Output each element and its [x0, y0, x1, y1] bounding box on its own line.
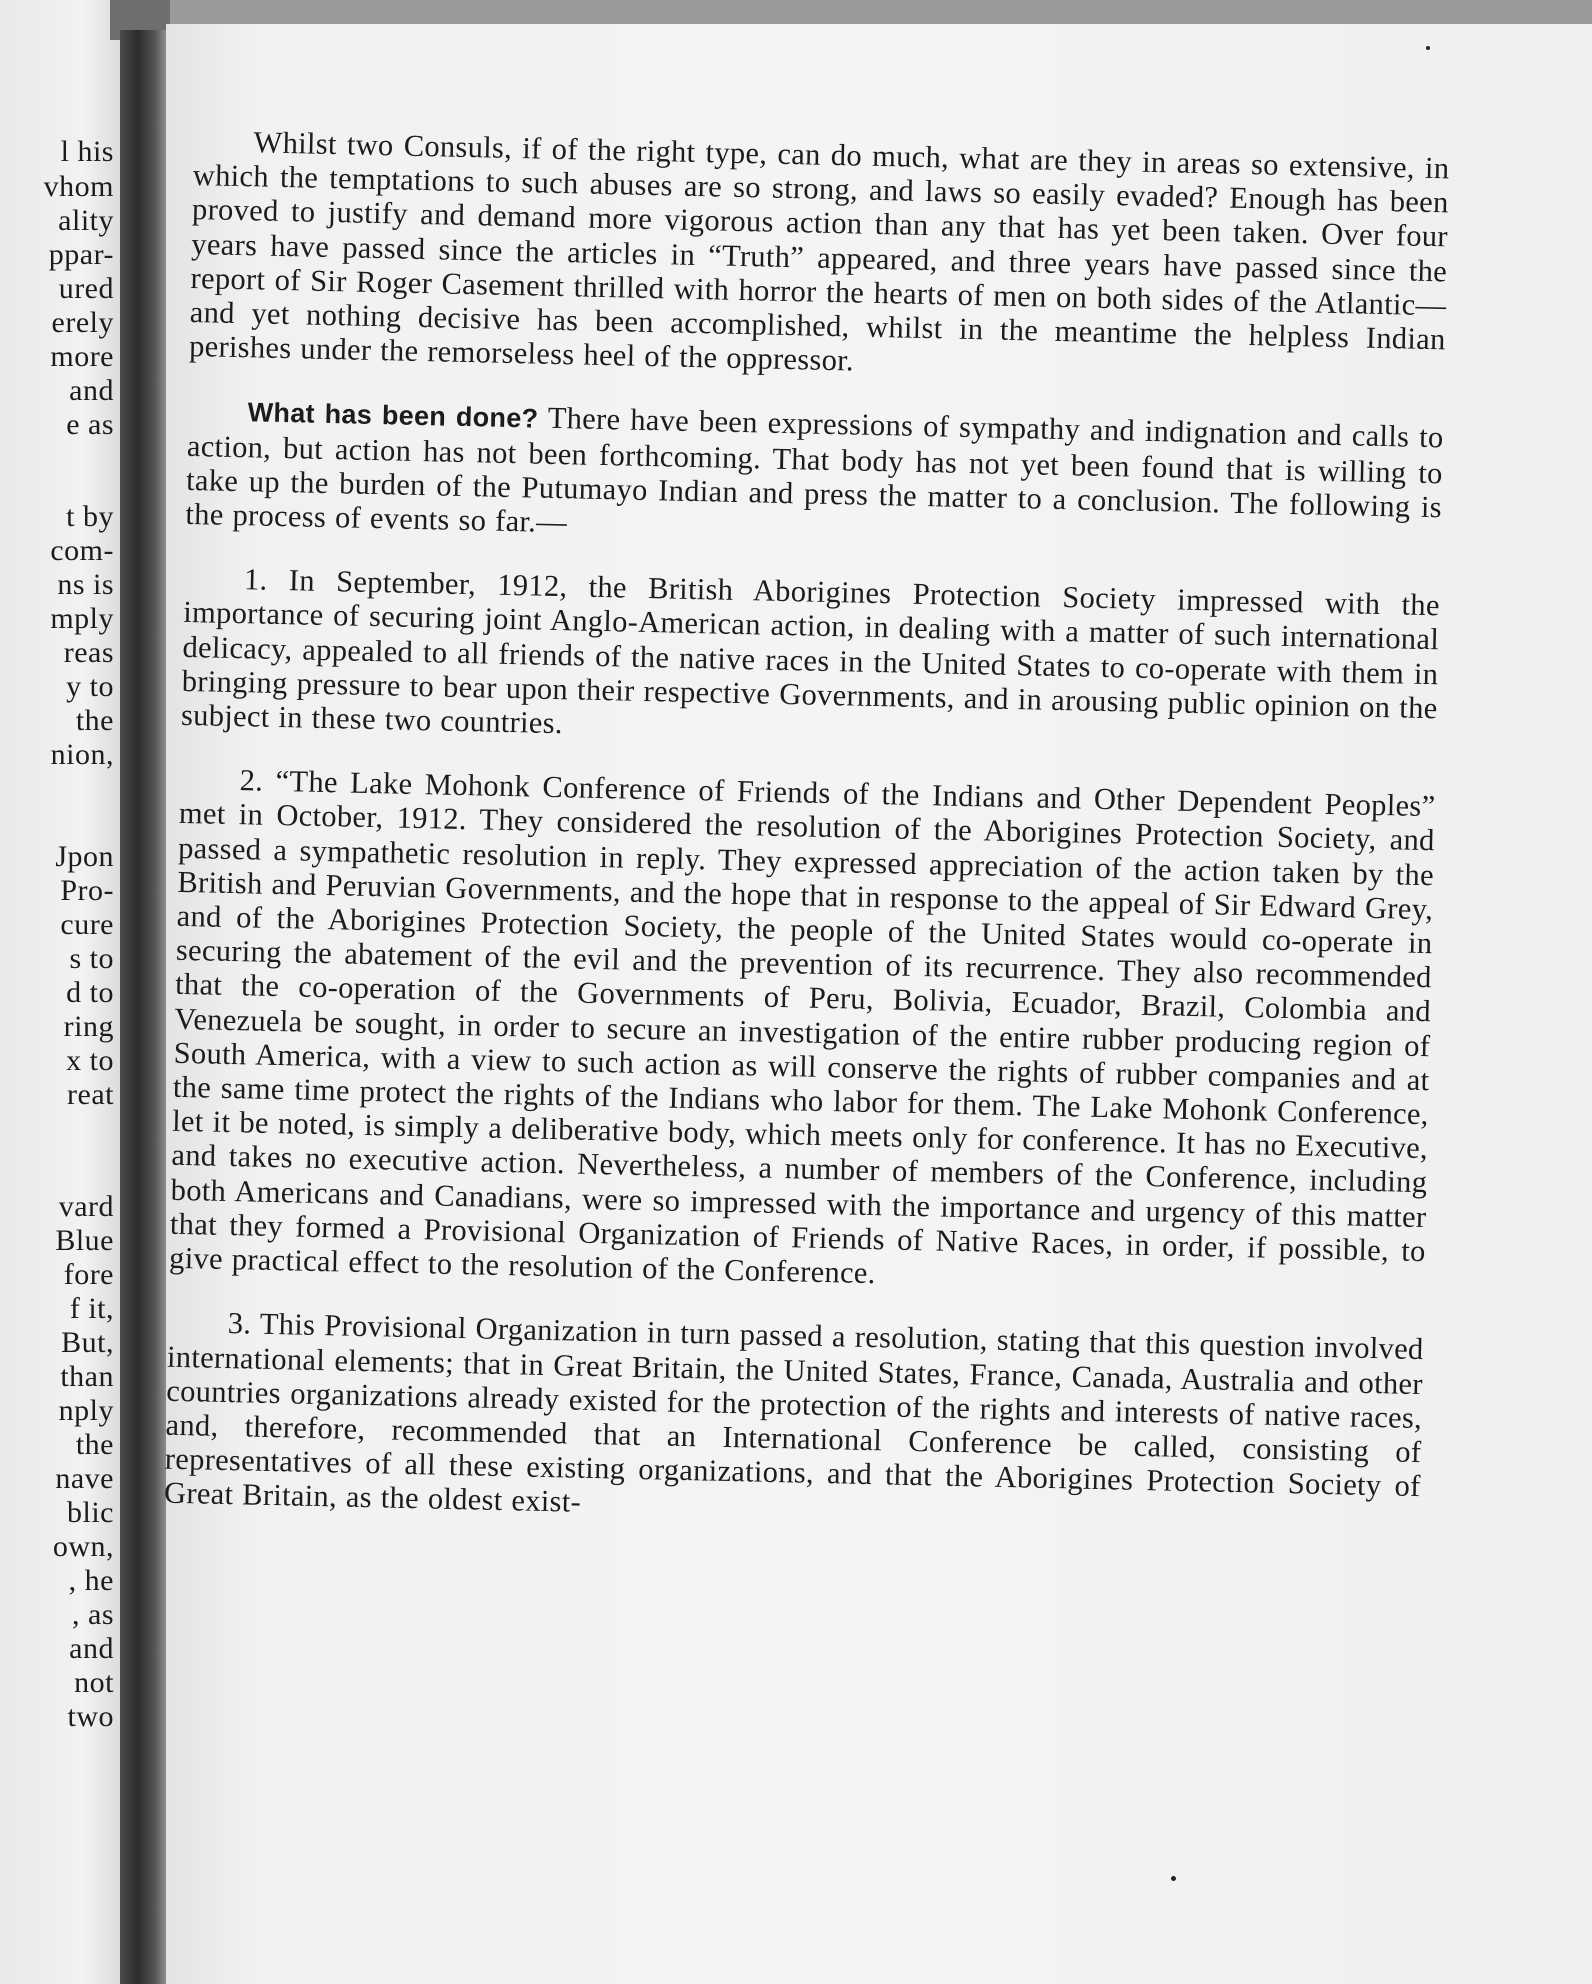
left-page-fragment: f it, — [69, 1292, 114, 1325]
left-page-fragment: and — [69, 1632, 114, 1665]
left-page-fragment: ring — [63, 1010, 114, 1043]
paragraph-text: There have been expressions of sympathy and indignation and calls to action, but action has not been forthcoming. That body has not yet been found that is willing to take up the burden of the Putumayo Indian and press the matter to a conclusion. The following is the process of events so far.— — [185, 401, 1444, 540]
left-page-fragment: blic — [67, 1496, 114, 1529]
left-page-fragment: mply — [50, 602, 114, 635]
left-page-fragment: reas — [63, 636, 114, 669]
paragraph-item-1: 1. In September, 1912, the British Aborigines Protection Society impressed with the importance of securing joint Anglo-American action, in dealing with a matter of such international delicacy, appealed to all friends of the native races in the United States to co-operate with them in bringing pressure to bear upon their respective Governments, and in arousing public opinion on the subject in these two countries. — [180, 562, 1441, 741]
paragraph-item-3: 3. This Provisional Organization in turn passed a resolution, stating that this question involved international elements; that in Great Britain, the United States, France, Canada, Australia and other countries organizations already existed for the protection of the rights and interests of native races, and, therefore, recommended that an International Conference be called, consisting of representatives of all these existing organizations, and that the Aborigines Protection Society of Great Britain, as the oldest exist- — [163, 1306, 1424, 1520]
left-page-fragment: nave — [55, 1462, 114, 1495]
left-page-fragment: ured — [58, 272, 114, 305]
left-page-fragment: t by — [66, 500, 114, 533]
left-page-fragment: ppar- — [48, 238, 114, 271]
left-page-fragment: the — [75, 1428, 114, 1461]
left-page-fragment: e as — [66, 408, 114, 441]
left-page-fragment: , he — [68, 1564, 114, 1597]
left-page-fragment: nion, — [50, 738, 114, 771]
left-page-fragment: reat — [67, 1078, 114, 1111]
speck — [1171, 1876, 1176, 1881]
left-page-fragment: com- — [50, 534, 114, 567]
left-page-fragment: two — [67, 1700, 114, 1733]
left-page-fragment: nply — [58, 1394, 114, 1427]
left-page-fragment: the — [75, 704, 114, 737]
left-page-fragment: Blue — [55, 1224, 114, 1257]
left-page-fragment: s to — [69, 942, 114, 975]
left-page-fragment: , as — [72, 1598, 114, 1631]
paragraph-consuls: Whilst two Consuls, if of the right type, can do much, what are they in areas so extensive, in which the temptations to such abuses are so strong, and laws so easily evaded? Enough has been proved to justify and demand more vigorous action than any that has yet been taken. Over four years have passed since the articles in “Truth” appeared, and three years have passed since the report of Sir Roger Casement thrilled with horror the hearts of men on both sides of the Atlantic—and yet nothing decisive has been accomplished, whilst in the meantime the helpless Indian perishes under the remorseless heel of the oppressor. — [188, 125, 1450, 378]
left-page-fragment: Pro- — [60, 874, 114, 907]
left-page-fragment: y to — [66, 670, 114, 703]
document-page — [163, 24, 1592, 1984]
left-page-fragment: more — [50, 340, 114, 373]
left-page-fragment: ns is — [57, 568, 114, 601]
left-page-fragment: x to — [66, 1044, 114, 1077]
left-page-fragment: d to — [66, 976, 114, 1009]
left-page-fragment: vard — [58, 1190, 114, 1223]
left-page-fragment: erely — [51, 306, 114, 339]
left-page-fragment: But, — [61, 1326, 114, 1359]
left-page-fragment: own, — [52, 1530, 114, 1563]
document-body — [163, 124, 1450, 1568]
paragraph-item-2: 2. “The Lake Mohonk Conference of Friends of the Indians and Other Dependent Peoples” met in October, 1912. They considered the resolution of the Aborigines Protection Society, and passed a sympathetic resolution in reply. They expressed appreciation of the action taken by the British and Peruvian Governments, and the hope that in response to the appeal of Sir Edward Grey, and of the Aborigines Protection Society, the people of the United States would co-operate in securing the abatement of the evil and the prevention of its recurrence. They also recommended that the co-operation of the Governments of Peru, Bolivia, Ecuador, Brazil, Colombia and Venezuela be sought, in order to secure an investigation of the entire rubber producing region of South America, with a view to such action as will conserve the rights of rubber companies and at the same time protect the rights of the Indians who labor for them. The Lake Mohonk Conference, let it be noted, is simply a deliberative body, which meets only for conference. It has no Executive, and takes no executive action. Nevertheless, a number of members of the Conference, including both Americans and Canadians, were so impressed with the importance and urgency of this matter that they formed a Provisional Organization of Friends of Native Races, in order, if possible, to give practical effect to the resolution of the Conference. — [168, 763, 1436, 1291]
adjacent-page-strip — [0, 0, 120, 1984]
paragraph-what-has-been-done — [185, 393, 1444, 558]
left-page-fragment: and — [69, 374, 114, 407]
left-page-fragment: fore — [63, 1258, 114, 1291]
page-binding-gutter — [120, 30, 166, 1984]
run-in-heading: What has been done? — [247, 397, 539, 435]
left-page-fragment: cure — [60, 908, 114, 941]
speck — [1426, 46, 1430, 50]
left-page-fragment: l his — [60, 135, 114, 168]
left-page-fragment: Jpon — [55, 840, 114, 873]
left-page-fragment: vhom — [43, 170, 114, 203]
left-page-fragment: ality — [58, 204, 114, 237]
left-page-fragment: than — [60, 1360, 114, 1393]
left-page-fragment: not — [74, 1666, 114, 1699]
